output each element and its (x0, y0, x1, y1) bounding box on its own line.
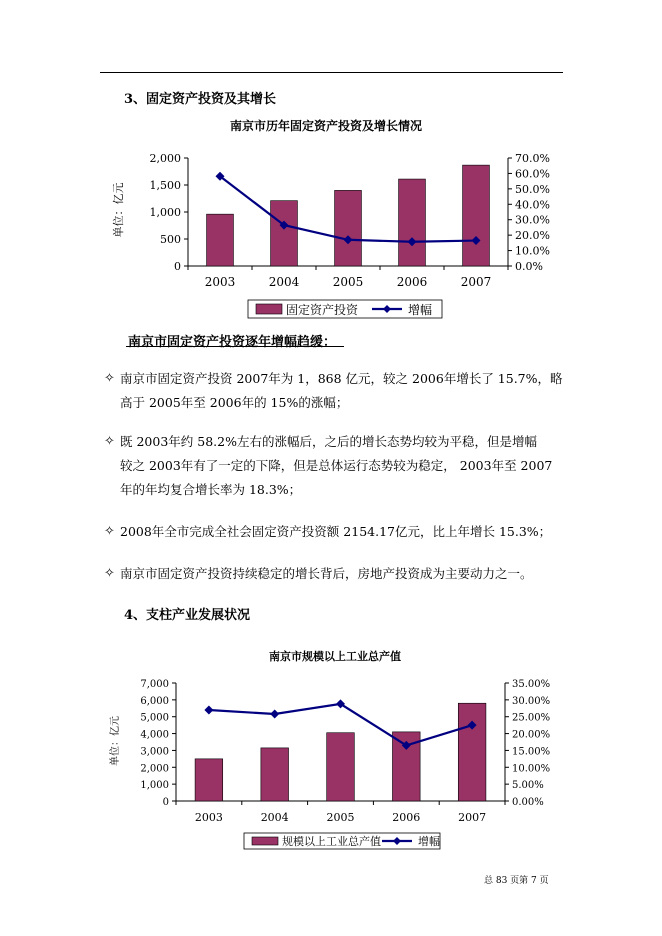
legend-bar-label: 规模以上工业总产值 (282, 835, 381, 848)
y2-tick-label: 60.0% (515, 167, 550, 181)
x-tick-label: 2006 (392, 811, 421, 824)
chart1-ylabel: 单位：亿元 (112, 182, 125, 238)
y2-tick-label: 20.00% (512, 729, 551, 741)
x-tick-label: 2005 (326, 811, 355, 824)
diamond-bullet-icon: ✧ (104, 434, 115, 449)
growth-point (204, 705, 213, 714)
bar (399, 179, 426, 266)
y-tick-label: 1,500 (149, 179, 181, 192)
bar (271, 201, 298, 266)
x-tick-label: 2007 (460, 275, 492, 289)
bar (335, 190, 362, 266)
x-tick-label: 2004 (260, 811, 289, 824)
legend-line-label: 增幅 (408, 303, 433, 317)
legend-bar-swatch (252, 837, 278, 845)
bullet-line: 年的年均复合增长率为 18.3%； (120, 482, 302, 497)
bar (207, 214, 234, 266)
bar (463, 165, 490, 266)
chart1-title: 南京市历年固定资产投资及增长情况 (229, 119, 423, 133)
y2-tick-label: 50.0% (515, 182, 550, 196)
bullet-line: 2008年全市完成全社会固定资产投资额 2154.17亿元，比上年增长 15.3%； (120, 524, 552, 539)
chart-investment (100, 112, 570, 327)
bar (261, 748, 289, 801)
trend-heading-text: 南京市固定资产投资逐年增幅趋缓： (128, 335, 337, 350)
legend-line-label: 增幅 (418, 835, 440, 848)
trend-underline (126, 346, 344, 347)
y-tick-label: 7,000 (140, 679, 169, 690)
growth-point (270, 710, 279, 719)
bullet-line: 既 2003年约 58.2%左右的涨幅后，之后的增长态势均较为平稳，但是增幅 (120, 434, 537, 449)
y2-tick-label: 0.0% (515, 260, 543, 273)
diamond-bullet-icon: ✧ (104, 566, 115, 581)
section3-heading: 3、固定资产投资及其增长 (124, 92, 277, 107)
chart-industrial-output (100, 644, 570, 854)
y2-tick-label: 5.00% (512, 780, 544, 792)
bullet-line: 较之 2003年有了一定的下降，但是总体运行态势较为稳定， 2003年至 2007 (120, 458, 553, 473)
trend-heading (128, 331, 336, 350)
diamond-bullet-icon: ✧ (104, 371, 115, 386)
bullet-line: 南京市固定资产投资 2007年为 1，868 亿元，较之 2006年增长了 15.7%，略 (120, 371, 563, 386)
section4-heading: 4、支柱产业发展状况 (124, 608, 251, 623)
y2-tick-label: 25.00% (512, 712, 551, 724)
y-tick-label: 1,000 (149, 206, 181, 219)
y-tick-label: 0 (174, 260, 181, 273)
y2-tick-label: 70.0% (515, 152, 550, 165)
y-tick-label: 2,000 (140, 763, 169, 775)
x-tick-label: 2006 (396, 275, 428, 289)
y-tick-label: 3,000 (140, 746, 169, 758)
y-tick-label: 5,000 (140, 712, 169, 724)
x-tick-label: 2003 (204, 275, 236, 289)
y-tick-label: 500 (160, 233, 181, 246)
x-tick-label: 2005 (332, 275, 364, 289)
y-tick-label: 2,000 (149, 152, 181, 165)
x-tick-label: 2003 (194, 811, 223, 824)
y-tick-label: 4,000 (140, 729, 169, 741)
y2-tick-label: 20.0% (515, 229, 550, 243)
y2-tick-label: 35.00% (512, 679, 551, 690)
legend-bar-swatch (256, 304, 282, 314)
bullet-line: 南京市固定资产投资持续稳定的增长背后，房地产投资成为主要动力之一。 (120, 566, 533, 581)
y-tick-label: 1,000 (140, 780, 169, 792)
bar (458, 703, 486, 801)
y2-tick-label: 30.00% (512, 695, 551, 707)
y2-tick-label: 0.00% (512, 797, 544, 808)
header-rule (100, 72, 563, 73)
y-tick-label: 0 (162, 797, 169, 808)
y2-tick-label: 30.0% (515, 213, 550, 227)
bar (195, 759, 223, 801)
y2-tick-label: 10.0% (515, 244, 550, 258)
x-tick-label: 2004 (268, 275, 300, 289)
y2-tick-label: 10.00% (512, 763, 551, 775)
diamond-bullet-icon: ✧ (104, 524, 115, 539)
y2-tick-label: 15.00% (512, 746, 551, 758)
x-tick-label: 2007 (458, 811, 487, 824)
legend-bar-label: 固定资产投资 (286, 303, 359, 317)
chart2-ylabel: 单位：亿元 (110, 716, 121, 766)
page-footer: 总 83 页第 7 页 (484, 876, 549, 886)
y-tick-label: 6,000 (140, 695, 169, 707)
bar (327, 733, 355, 801)
bullet-line: 高于 2005年至 2006年的 15%的涨幅； (120, 395, 349, 410)
y2-tick-label: 40.0% (515, 198, 550, 212)
chart2-title: 南京市规模以上工业总产值 (269, 650, 401, 663)
